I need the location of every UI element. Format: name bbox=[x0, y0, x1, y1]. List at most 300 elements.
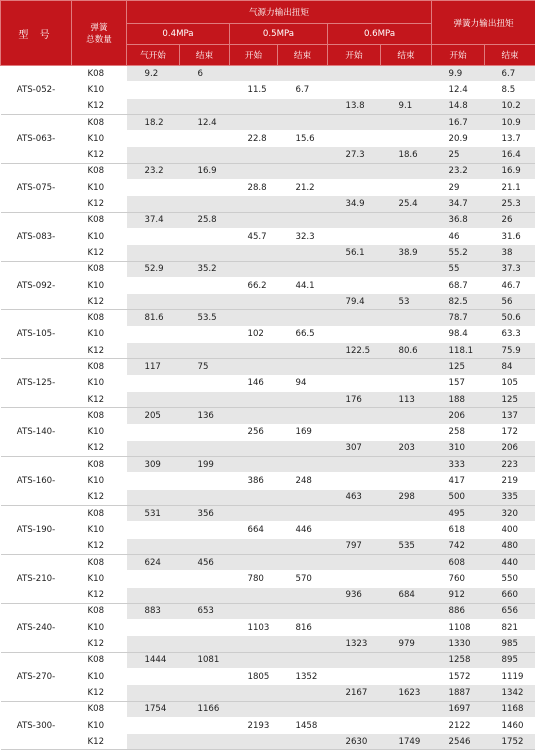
air-torque-cell bbox=[230, 391, 278, 407]
spring-code-cell: K10 bbox=[72, 522, 127, 538]
air-torque-cell: 446 bbox=[278, 522, 328, 538]
spring-torque-cell: 56 bbox=[485, 294, 535, 310]
air-torque-cell bbox=[381, 701, 432, 717]
air-torque-cell: 936 bbox=[328, 587, 381, 603]
spring-torque-cell: 63.3 bbox=[485, 326, 535, 342]
spring-torque-cell: 125 bbox=[485, 391, 535, 407]
air-torque-cell: 18.2 bbox=[127, 114, 180, 130]
spring-torque-cell: 36.8 bbox=[432, 212, 485, 228]
spring-torque-cell: 440 bbox=[485, 554, 535, 570]
air-torque-cell bbox=[127, 180, 180, 196]
air-torque-cell bbox=[328, 212, 381, 228]
table-row bbox=[1, 180, 535, 196]
header-pressure-06: 0.6MPa bbox=[328, 24, 432, 45]
air-torque-cell: 1081 bbox=[180, 652, 230, 668]
spring-code-cell: K10 bbox=[72, 228, 127, 244]
air-torque-cell: 816 bbox=[278, 620, 328, 636]
model-cell: ATS-075- bbox=[1, 163, 72, 212]
spring-code-cell: K10 bbox=[72, 424, 127, 440]
spring-code-cell: K08 bbox=[72, 652, 127, 668]
spring-code-cell: K10 bbox=[72, 277, 127, 293]
air-torque-cell bbox=[381, 620, 432, 636]
air-torque-cell bbox=[180, 440, 230, 456]
table-row bbox=[1, 294, 535, 310]
header-spring-qty-line1: 弹簧 bbox=[72, 21, 126, 33]
air-torque-cell: 780 bbox=[230, 571, 278, 587]
air-torque-cell: 35.2 bbox=[180, 261, 230, 277]
air-torque-cell bbox=[180, 685, 230, 701]
air-torque-cell bbox=[180, 636, 230, 652]
spring-code-cell: K12 bbox=[72, 343, 127, 359]
air-torque-cell bbox=[381, 506, 432, 522]
air-torque-cell: 624 bbox=[127, 554, 180, 570]
air-torque-cell: 256 bbox=[230, 424, 278, 440]
spring-code-cell: K12 bbox=[72, 98, 127, 114]
spring-torque-cell: 760 bbox=[432, 571, 485, 587]
spring-torque-cell: 1258 bbox=[432, 652, 485, 668]
air-torque-cell bbox=[278, 98, 328, 114]
air-torque-cell: 298 bbox=[381, 489, 432, 505]
air-torque-cell bbox=[278, 66, 328, 82]
spring-code-cell: K12 bbox=[72, 245, 127, 261]
spring-torque-cell: 82.5 bbox=[432, 294, 485, 310]
air-torque-cell bbox=[328, 668, 381, 684]
air-torque-cell bbox=[278, 701, 328, 717]
spring-code-cell: K12 bbox=[72, 391, 127, 407]
header-spring-torque: 弹簧力输出扭矩 bbox=[432, 1, 535, 45]
air-torque-cell: 53.5 bbox=[180, 310, 230, 326]
spring-code-cell: K08 bbox=[72, 163, 127, 179]
header-sub: 开始 bbox=[432, 45, 485, 66]
spring-torque-cell: 84 bbox=[485, 359, 535, 375]
spring-torque-cell: 1887 bbox=[432, 685, 485, 701]
table-row bbox=[1, 506, 535, 522]
air-torque-cell bbox=[127, 82, 180, 98]
table-row bbox=[1, 603, 535, 619]
table-header bbox=[1, 1, 535, 66]
air-torque-cell bbox=[381, 66, 432, 82]
air-torque-cell: 1352 bbox=[278, 668, 328, 684]
air-torque-cell: 13.8 bbox=[328, 98, 381, 114]
spring-code-cell: K10 bbox=[72, 326, 127, 342]
air-torque-cell: 113 bbox=[381, 391, 432, 407]
air-torque-cell bbox=[278, 587, 328, 603]
air-torque-cell: 248 bbox=[278, 473, 328, 489]
air-torque-cell bbox=[127, 587, 180, 603]
table-row bbox=[1, 457, 535, 473]
air-torque-cell bbox=[127, 620, 180, 636]
air-torque-cell bbox=[278, 196, 328, 212]
air-torque-cell bbox=[230, 652, 278, 668]
spring-torque-cell: 46 bbox=[432, 228, 485, 244]
spring-code-cell: K10 bbox=[72, 131, 127, 147]
air-torque-cell: 653 bbox=[180, 603, 230, 619]
header-sub: 结束 bbox=[381, 45, 432, 66]
table-row bbox=[1, 359, 535, 375]
spring-torque-cell: 55.2 bbox=[432, 245, 485, 261]
air-torque-cell bbox=[127, 98, 180, 114]
model-cell: ATS-240- bbox=[1, 603, 72, 652]
air-torque-cell bbox=[180, 668, 230, 684]
air-torque-cell bbox=[127, 522, 180, 538]
spring-code-cell: K08 bbox=[72, 114, 127, 130]
air-torque-cell bbox=[230, 196, 278, 212]
air-torque-cell bbox=[278, 440, 328, 456]
table-row bbox=[1, 522, 535, 538]
table-row bbox=[1, 196, 535, 212]
spring-code-cell: K12 bbox=[72, 636, 127, 652]
spring-code-cell: K10 bbox=[72, 571, 127, 587]
air-torque-cell: 535 bbox=[381, 538, 432, 554]
spring-code-cell: K08 bbox=[72, 603, 127, 619]
air-torque-cell: 2167 bbox=[328, 685, 381, 701]
air-torque-cell: 2193 bbox=[230, 717, 278, 733]
table-row bbox=[1, 310, 535, 326]
air-torque-cell bbox=[278, 343, 328, 359]
air-torque-cell bbox=[230, 538, 278, 554]
air-torque-cell bbox=[127, 294, 180, 310]
spring-code-cell: K12 bbox=[72, 440, 127, 456]
air-torque-cell bbox=[278, 538, 328, 554]
spring-code-cell: K10 bbox=[72, 717, 127, 733]
air-torque-cell bbox=[328, 717, 381, 733]
air-torque-cell: 21.2 bbox=[278, 180, 328, 196]
air-torque-cell bbox=[278, 245, 328, 261]
spring-torque-cell: 118.1 bbox=[432, 343, 485, 359]
spring-torque-cell: 608 bbox=[432, 554, 485, 570]
table-row bbox=[1, 66, 535, 82]
air-torque-cell bbox=[230, 310, 278, 326]
air-torque-cell bbox=[328, 620, 381, 636]
air-torque-cell bbox=[127, 245, 180, 261]
air-torque-cell bbox=[328, 473, 381, 489]
spring-torque-cell: 46.7 bbox=[485, 277, 535, 293]
air-torque-cell bbox=[278, 685, 328, 701]
air-torque-cell bbox=[180, 391, 230, 407]
model-cell: ATS-210- bbox=[1, 554, 72, 603]
table-row bbox=[1, 636, 535, 652]
air-torque-cell bbox=[328, 359, 381, 375]
air-torque-cell bbox=[328, 375, 381, 391]
spring-torque-cell: 10.2 bbox=[485, 98, 535, 114]
spring-code-cell: K12 bbox=[72, 489, 127, 505]
spring-code-cell: K08 bbox=[72, 310, 127, 326]
air-torque-cell: 28.8 bbox=[230, 180, 278, 196]
table-row bbox=[1, 245, 535, 261]
spring-code-cell: K12 bbox=[72, 538, 127, 554]
air-torque-cell bbox=[230, 294, 278, 310]
air-torque-cell bbox=[381, 424, 432, 440]
spring-code-cell: K10 bbox=[72, 668, 127, 684]
spring-torque-cell: 23.2 bbox=[432, 163, 485, 179]
air-torque-cell: 205 bbox=[127, 408, 180, 424]
air-torque-cell bbox=[278, 163, 328, 179]
air-torque-cell bbox=[230, 554, 278, 570]
air-torque-cell bbox=[278, 261, 328, 277]
air-torque-cell: 1323 bbox=[328, 636, 381, 652]
air-torque-cell: 531 bbox=[127, 506, 180, 522]
air-torque-cell: 1623 bbox=[381, 685, 432, 701]
air-torque-cell bbox=[180, 522, 230, 538]
air-torque-cell bbox=[381, 277, 432, 293]
air-torque-cell bbox=[230, 343, 278, 359]
spring-torque-cell: 21.1 bbox=[485, 180, 535, 196]
air-torque-cell bbox=[127, 571, 180, 587]
air-torque-cell bbox=[230, 245, 278, 261]
spring-torque-cell: 320 bbox=[485, 506, 535, 522]
spring-torque-cell: 105 bbox=[485, 375, 535, 391]
table-row bbox=[1, 652, 535, 668]
air-torque-cell bbox=[381, 163, 432, 179]
spring-torque-cell: 1119 bbox=[485, 668, 535, 684]
air-torque-cell bbox=[328, 408, 381, 424]
air-torque-cell bbox=[328, 114, 381, 130]
air-torque-cell bbox=[381, 359, 432, 375]
air-torque-cell: 307 bbox=[328, 440, 381, 456]
air-torque-cell: 199 bbox=[180, 457, 230, 473]
table-row bbox=[1, 701, 535, 717]
air-torque-cell bbox=[328, 131, 381, 147]
air-torque-cell bbox=[328, 310, 381, 326]
spring-code-cell: K12 bbox=[72, 587, 127, 603]
air-torque-cell: 176 bbox=[328, 391, 381, 407]
model-cell: ATS-125- bbox=[1, 359, 72, 408]
air-torque-cell: 11.5 bbox=[230, 82, 278, 98]
air-torque-cell bbox=[328, 424, 381, 440]
air-torque-cell bbox=[127, 343, 180, 359]
air-torque-cell bbox=[127, 277, 180, 293]
air-torque-cell bbox=[230, 66, 278, 82]
air-torque-cell bbox=[381, 82, 432, 98]
air-torque-cell: 16.9 bbox=[180, 163, 230, 179]
spring-torque-cell: 125 bbox=[432, 359, 485, 375]
air-torque-cell bbox=[381, 522, 432, 538]
spring-torque-cell: 660 bbox=[485, 587, 535, 603]
air-torque-cell bbox=[180, 147, 230, 163]
air-torque-cell bbox=[180, 473, 230, 489]
air-torque-cell: 53 bbox=[381, 294, 432, 310]
spring-torque-cell: 9.9 bbox=[432, 66, 485, 82]
air-torque-cell bbox=[278, 554, 328, 570]
air-torque-cell: 32.3 bbox=[278, 228, 328, 244]
spring-code-cell: K08 bbox=[72, 554, 127, 570]
spring-torque-cell: 16.4 bbox=[485, 147, 535, 163]
table-row bbox=[1, 261, 535, 277]
air-torque-cell: 1805 bbox=[230, 668, 278, 684]
spring-code-cell: K08 bbox=[72, 66, 127, 82]
spring-torque-cell: 417 bbox=[432, 473, 485, 489]
spring-torque-cell: 2546 bbox=[432, 734, 485, 750]
air-torque-cell bbox=[230, 685, 278, 701]
spring-torque-cell: 1108 bbox=[432, 620, 485, 636]
model-cell: ATS-092- bbox=[1, 261, 72, 310]
air-torque-cell bbox=[127, 489, 180, 505]
air-torque-cell bbox=[381, 652, 432, 668]
air-torque-cell: 684 bbox=[381, 587, 432, 603]
air-torque-cell bbox=[278, 734, 328, 750]
air-torque-cell: 38.9 bbox=[381, 245, 432, 261]
spring-torque-cell: 75.9 bbox=[485, 343, 535, 359]
spring-torque-cell: 550 bbox=[485, 571, 535, 587]
air-torque-cell bbox=[278, 212, 328, 228]
air-torque-cell bbox=[127, 391, 180, 407]
table-row bbox=[1, 538, 535, 554]
table-row bbox=[1, 228, 535, 244]
air-torque-cell: 463 bbox=[328, 489, 381, 505]
table-row bbox=[1, 98, 535, 114]
spring-torque-cell: 55 bbox=[432, 261, 485, 277]
air-torque-cell bbox=[278, 391, 328, 407]
air-torque-cell bbox=[278, 114, 328, 130]
air-torque-cell: 203 bbox=[381, 440, 432, 456]
spring-torque-cell: 38 bbox=[485, 245, 535, 261]
air-torque-cell bbox=[381, 212, 432, 228]
air-torque-cell: 22.8 bbox=[230, 131, 278, 147]
spring-code-cell: K08 bbox=[72, 212, 127, 228]
air-torque-cell bbox=[127, 473, 180, 489]
spring-code-cell: K12 bbox=[72, 147, 127, 163]
spring-torque-cell: 895 bbox=[485, 652, 535, 668]
air-torque-cell bbox=[328, 326, 381, 342]
spring-torque-cell: 1168 bbox=[485, 701, 535, 717]
air-torque-cell bbox=[180, 734, 230, 750]
spring-torque-cell: 618 bbox=[432, 522, 485, 538]
header-sub: 开始 bbox=[328, 45, 381, 66]
spring-torque-cell: 206 bbox=[485, 440, 535, 456]
spring-torque-cell: 206 bbox=[432, 408, 485, 424]
table-row bbox=[1, 587, 535, 603]
header-sub: 开始 bbox=[230, 45, 278, 66]
air-torque-cell bbox=[278, 603, 328, 619]
air-torque-cell: 18.6 bbox=[381, 147, 432, 163]
air-torque-cell: 386 bbox=[230, 473, 278, 489]
air-torque-cell bbox=[381, 180, 432, 196]
table-row bbox=[1, 734, 535, 750]
table-row bbox=[1, 440, 535, 456]
header-sub: 结束 bbox=[278, 45, 328, 66]
model-cell: ATS-160- bbox=[1, 457, 72, 506]
air-torque-cell: 25.4 bbox=[381, 196, 432, 212]
header-air-torque: 气源力输出扭矩 bbox=[127, 1, 432, 24]
header-sub: 气开始 bbox=[127, 45, 180, 66]
spring-torque-cell: 37.3 bbox=[485, 261, 535, 277]
air-torque-cell: 25.8 bbox=[180, 212, 230, 228]
air-torque-cell: 34.9 bbox=[328, 196, 381, 212]
air-torque-cell bbox=[230, 261, 278, 277]
air-torque-cell bbox=[230, 440, 278, 456]
spring-torque-cell: 172 bbox=[485, 424, 535, 440]
air-torque-cell bbox=[278, 636, 328, 652]
air-torque-cell: 37.4 bbox=[127, 212, 180, 228]
spring-torque-cell: 656 bbox=[485, 603, 535, 619]
air-torque-cell bbox=[180, 538, 230, 554]
air-torque-cell bbox=[381, 408, 432, 424]
spring-torque-cell: 14.8 bbox=[432, 98, 485, 114]
air-torque-cell bbox=[328, 506, 381, 522]
air-torque-cell bbox=[381, 554, 432, 570]
air-torque-cell bbox=[230, 489, 278, 505]
spring-torque-cell: 219 bbox=[485, 473, 535, 489]
table-row bbox=[1, 408, 535, 424]
air-torque-cell: 56.1 bbox=[328, 245, 381, 261]
air-torque-cell bbox=[180, 424, 230, 440]
air-torque-cell bbox=[180, 277, 230, 293]
air-torque-cell: 2630 bbox=[328, 734, 381, 750]
spring-code-cell: K10 bbox=[72, 82, 127, 98]
air-torque-cell bbox=[278, 359, 328, 375]
air-torque-cell bbox=[127, 228, 180, 244]
air-torque-cell bbox=[381, 131, 432, 147]
air-torque-cell bbox=[278, 147, 328, 163]
air-torque-cell: 122.5 bbox=[328, 343, 381, 359]
air-torque-cell: 664 bbox=[230, 522, 278, 538]
air-torque-cell: 9.2 bbox=[127, 66, 180, 82]
model-cell: ATS-300- bbox=[1, 701, 72, 750]
table-row bbox=[1, 620, 535, 636]
air-torque-cell bbox=[127, 440, 180, 456]
air-torque-cell bbox=[180, 571, 230, 587]
header-pressure-05: 0.5MPa bbox=[230, 24, 328, 45]
air-torque-cell bbox=[381, 310, 432, 326]
table-row bbox=[1, 163, 535, 179]
header-spring-qty-line2: 总数量 bbox=[72, 33, 126, 45]
spring-torque-cell: 1697 bbox=[432, 701, 485, 717]
air-torque-cell: 66.5 bbox=[278, 326, 328, 342]
air-torque-cell bbox=[230, 701, 278, 717]
table-row bbox=[1, 668, 535, 684]
air-torque-cell bbox=[180, 180, 230, 196]
model-cell: ATS-105- bbox=[1, 310, 72, 359]
air-torque-cell: 883 bbox=[127, 603, 180, 619]
spring-torque-cell: 1572 bbox=[432, 668, 485, 684]
air-torque-cell: 75 bbox=[180, 359, 230, 375]
spring-torque-cell: 223 bbox=[485, 457, 535, 473]
spring-torque-cell: 1460 bbox=[485, 717, 535, 733]
spring-torque-cell: 985 bbox=[485, 636, 535, 652]
spring-torque-cell: 13.7 bbox=[485, 131, 535, 147]
air-torque-cell bbox=[381, 668, 432, 684]
spring-torque-cell: 25 bbox=[432, 147, 485, 163]
air-torque-cell bbox=[278, 310, 328, 326]
air-torque-cell bbox=[328, 277, 381, 293]
spring-code-cell: K08 bbox=[72, 408, 127, 424]
air-torque-cell: 979 bbox=[381, 636, 432, 652]
air-torque-cell bbox=[180, 587, 230, 603]
spring-torque-cell: 821 bbox=[485, 620, 535, 636]
air-torque-cell bbox=[230, 603, 278, 619]
spring-torque-cell: 26 bbox=[485, 212, 535, 228]
air-torque-cell: 1444 bbox=[127, 652, 180, 668]
spring-torque-cell: 31.6 bbox=[485, 228, 535, 244]
air-torque-cell: 797 bbox=[328, 538, 381, 554]
air-torque-cell bbox=[278, 294, 328, 310]
air-torque-cell bbox=[127, 636, 180, 652]
spring-torque-cell: 333 bbox=[432, 457, 485, 473]
spring-code-cell: K12 bbox=[72, 734, 127, 750]
table-row bbox=[1, 424, 535, 440]
air-torque-cell: 6.7 bbox=[278, 82, 328, 98]
air-torque-cell bbox=[328, 603, 381, 619]
table-row bbox=[1, 375, 535, 391]
spring-torque-cell: 742 bbox=[432, 538, 485, 554]
table-row bbox=[1, 147, 535, 163]
air-torque-cell bbox=[230, 636, 278, 652]
spring-torque-cell: 68.7 bbox=[432, 277, 485, 293]
spring-torque-cell: 34.7 bbox=[432, 196, 485, 212]
air-torque-cell bbox=[381, 571, 432, 587]
air-torque-cell bbox=[180, 131, 230, 147]
model-cell: ATS-270- bbox=[1, 652, 72, 701]
